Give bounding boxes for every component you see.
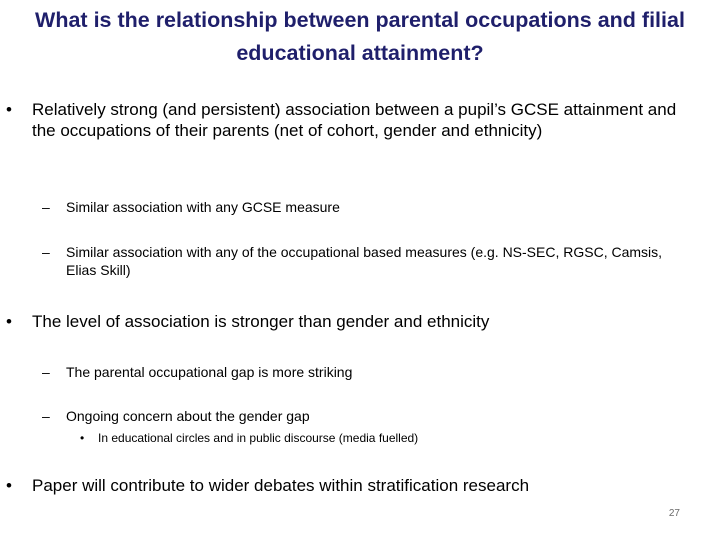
dash-marker: –: [42, 408, 50, 424]
bullet-gender-ethnicity: [6, 311, 696, 332]
bullet-marker: •: [6, 100, 12, 119]
bullet-stratification-research: [6, 475, 696, 496]
bullet-marker: •: [6, 312, 12, 331]
subsubitem-text: In educational circles and in public discourse (media fuelled): [98, 431, 419, 445]
bullet-marker: •: [6, 476, 12, 495]
subitem-gender-gap: [42, 407, 682, 425]
dash-marker: –: [42, 199, 50, 215]
subitem-text: The parental occupational gap is more striking: [66, 364, 353, 380]
subsubitem-educational-circles: [74, 430, 674, 446]
bullet-marker: •: [80, 431, 85, 445]
bullet-text: Relatively strong (and persistent) association between a pupil’s GCSE attainment and the occupations of their parents (net of cohort, gender and ethnicity): [32, 100, 677, 140]
subitem-occupational-measures: [42, 243, 682, 279]
bullet-parental-association: [6, 99, 696, 141]
page-number: 27: [668, 508, 680, 519]
subitem-text: Similar association with any of the occupational based measures (e.g. NS-SEC, RGSC, Camsis, Elias Skill): [66, 244, 663, 278]
bullet-text: The level of association is stronger than gender and ethnicity: [32, 312, 490, 331]
dash-marker: –: [42, 244, 50, 260]
dash-marker: –: [42, 364, 50, 380]
subitem-text: Ongoing concern about the gender gap: [66, 408, 310, 424]
subitem-gcse-measure: [42, 198, 682, 216]
subitem-occupational-gap: [42, 363, 682, 381]
bullet-text: Paper will contribute to wider debates within stratification research: [32, 476, 530, 495]
slide-title: What is the relationship between parental occupations and filial educational attainment?: [35, 8, 685, 65]
subitem-text: Similar association with any GCSE measure: [66, 199, 340, 215]
